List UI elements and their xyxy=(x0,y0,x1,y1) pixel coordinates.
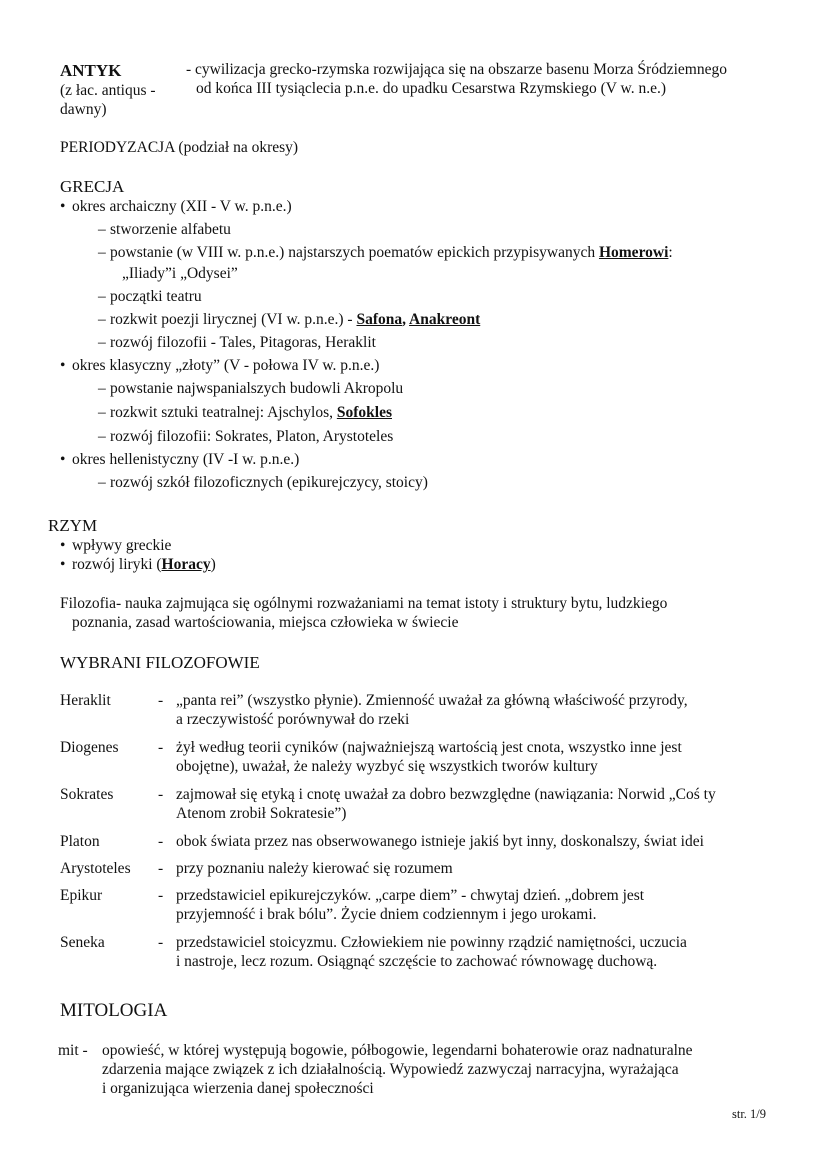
antyk-definition-1: - cywilizacja grecko-rzymska rozwijająca się na obszarze basenu Morza Śródziemnego xyxy=(186,61,727,78)
philosopher-description-1: przy poznaniu należy kierować się rozumem xyxy=(176,860,453,877)
philosopher-description-1: przedstawiciel stoicyzmu. Człowiekiem nie powinny rządzić namiętności, uczucia xyxy=(176,934,687,951)
philosopher-dash: - xyxy=(158,786,164,803)
philosopher-description-2: obojętne), uważał, że należy wyzbyć się wszystkich tworów kultury xyxy=(176,758,598,775)
myth-label: mit - xyxy=(58,1042,88,1059)
list-item: – rozkwit sztuki teatralnej: Ajschylos, Sofokles xyxy=(110,404,392,422)
philosopher-description-1: żył według teorii cyników (najważniejszą wartością jest cnota, wszystko inne jest xyxy=(176,739,682,756)
philosopher-name: Heraklit xyxy=(60,692,111,709)
philosopher-description-2: przyjemność i brak bólu”. Życie dniem codziennym i jego urokami. xyxy=(176,906,597,923)
philosopher-name: Epikur xyxy=(60,887,103,904)
philosopher-description-2: i nastroje, lecz rozum. Osiągnąć szczęście to zachować równowagę duchową. xyxy=(176,953,658,970)
philosopher-name: Platon xyxy=(60,833,100,850)
list-item: – rozwój filozofii - Tales, Pitagoras, Heraklit xyxy=(110,334,376,352)
antyk-title: ANTYK xyxy=(60,61,122,80)
safona-link: Safona xyxy=(356,311,403,328)
list-item: • wpływy greckie xyxy=(72,537,171,555)
list-item: – powstanie najwspanialszych budowli Akropolu xyxy=(110,380,403,398)
list-item-continuation: „Iliady”i „Odysei” xyxy=(122,265,238,282)
greece-hellenistic-period: • okres hellenistyczny (IV -I w. p.n.e.) xyxy=(72,451,299,469)
page-number: str. 1/9 xyxy=(732,1107,767,1121)
philosopher-description-2: a rzeczywistość porównywał do rzeki xyxy=(176,711,410,728)
philosopher-dash: - xyxy=(158,887,164,904)
list-item: – początki teatru xyxy=(110,288,202,306)
antyk-definition-2: od końca III tysiąclecia p.n.e. do upadku Cesarstwa Rzymskiego (V w. n.e.) xyxy=(196,80,667,97)
philosopher-name: Seneka xyxy=(60,934,105,951)
philosopher-dash: - xyxy=(158,860,164,877)
greece-archaic-period: • okres archaiczny (XII - V w. p.n.e.) xyxy=(72,198,292,216)
myth-definition-3: i organizująca wierzenia danej społeczności xyxy=(102,1080,374,1097)
list-item: – powstanie (w VIII w. p.n.e.) najstarszych poematów epickich przypisywanych Homerowi: xyxy=(110,244,673,262)
anakreont-link: Anakreont xyxy=(409,311,481,328)
periodization-heading: PERIODYZACJA (podział na okresy) xyxy=(60,139,299,156)
greece-heading: GRECJA xyxy=(60,177,125,196)
philosophers-heading: WYBRANI FILOZOFOWIE xyxy=(60,653,260,672)
list-item: – rozwój szkół filozoficznych (epikurejczycy, stoicy) xyxy=(110,474,428,492)
philosopher-dash: - xyxy=(158,739,164,756)
philosophy-definition-2: poznania, zasad wartościowania, miejsca człowieka w świecie xyxy=(72,614,459,631)
philosopher-name: Sokrates xyxy=(60,786,114,803)
philosopher-dash: - xyxy=(158,934,164,951)
philosophy-definition-1: Filozofia- nauka zajmująca się ogólnymi rozważaniami na temat istoty i struktury bytu, ludzkiego xyxy=(60,595,668,612)
homer-link: Homerowi xyxy=(598,244,669,261)
greece-classical-period: • okres klasyczny „złoty” (V - połowa IV w. p.n.e.) xyxy=(72,357,379,375)
rome-heading: RZYM xyxy=(48,516,98,535)
myth-definition-1: opowieść, w której występują bogowie, półbogowie, legendarni bohaterowie oraz nadnaturalne xyxy=(102,1042,693,1059)
horacy-link: Horacy xyxy=(161,556,211,573)
philosopher-name: Diogenes xyxy=(60,739,119,756)
philosopher-dash: - xyxy=(158,692,164,709)
philosopher-description-1: zajmował się etyką i cnotę uważał za dobro bezwzględne (nawiązania: Norwid „Coś ty xyxy=(176,786,716,803)
list-item: – rozwój filozofii: Sokrates, Platon, Arystoteles xyxy=(110,428,393,446)
antyk-etymology-2: dawny) xyxy=(60,101,107,118)
mythology-heading: MITOLOGIA xyxy=(60,1000,168,1021)
philosopher-dash: - xyxy=(158,833,164,850)
philosopher-description-1: obok świata przez nas obserwowanego istnieje jakiś byt inny, doskonalszy, świat idei xyxy=(176,833,704,850)
list-item: • rozwój liryki (Horacy) xyxy=(72,556,216,574)
philosopher-description-2: Atenom zrobił Sokratesie”) xyxy=(176,805,347,822)
philosopher-description-1: „panta rei” (wszystko płynie). Zmienność uważał za główną właściwość przyrody, xyxy=(176,692,688,709)
sofokles-link: Sofokles xyxy=(336,404,392,421)
antyk-etymology-1: (z łac. antiqus - xyxy=(60,82,156,99)
list-item: – rozkwit poezji lirycznej (VI w. p.n.e.) - Safona, Anakreont xyxy=(110,311,480,329)
myth-definition-2: zdarzenia mające związek z ich działalnością. Wypowiedź zazwyczaj narracyjna, wyrażająca xyxy=(102,1061,679,1078)
philosopher-name: Arystoteles xyxy=(60,860,131,877)
list-item: – stworzenie alfabetu xyxy=(110,221,231,239)
philosopher-description-1: przedstawiciel epikurejczyków. „carpe diem” - chwytaj dzień. „dobrem jest xyxy=(176,887,645,904)
